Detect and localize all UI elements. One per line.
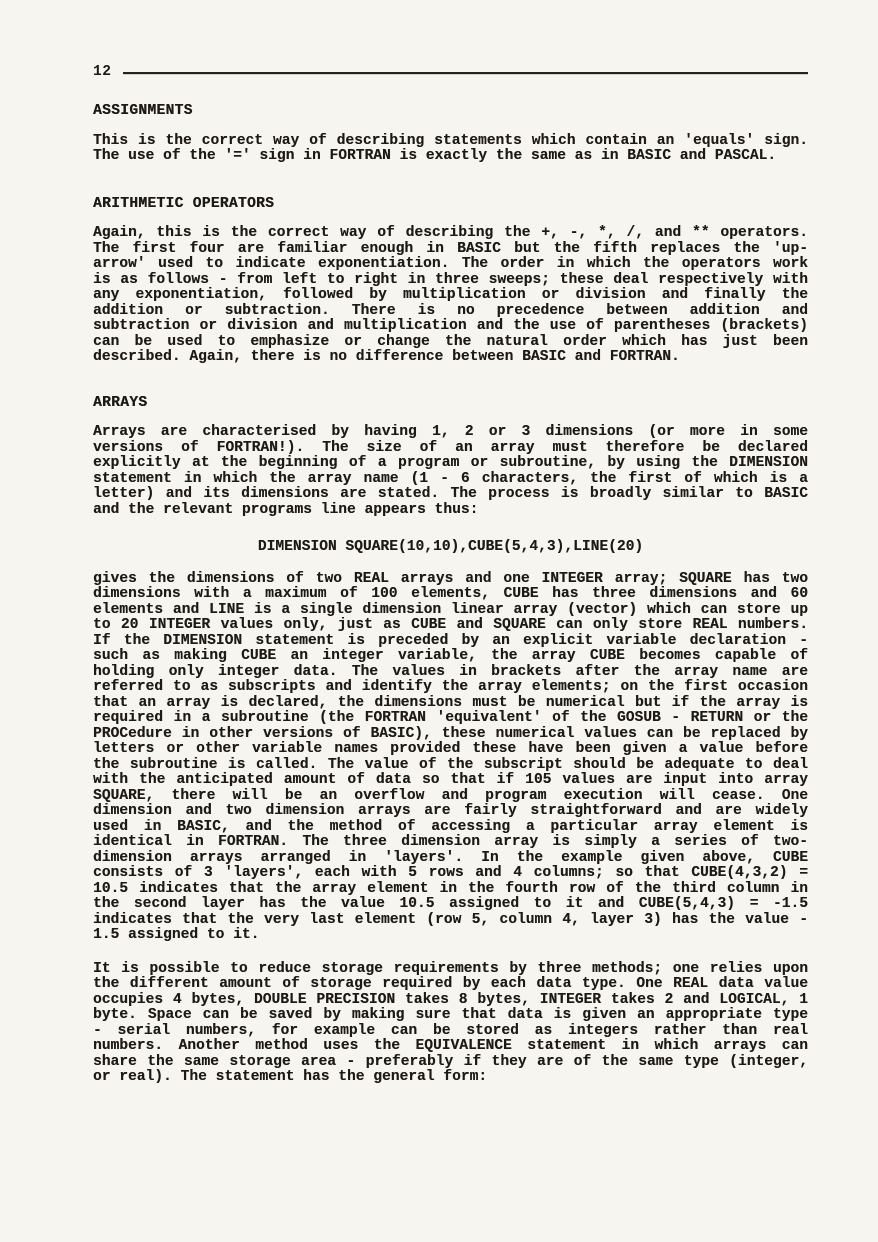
page-number: 12 (93, 64, 112, 80)
text-line: or real). The statement has the general form: (93, 1069, 488, 1085)
text-line: arrow' used to indicate exponentiation. The order in which the operators work (93, 256, 808, 272)
text-line: byte. Space can be saved by making sure that data is given an appropriate type (93, 1007, 808, 1023)
text-line: dimensions with a maximum of 100 elements, CUBE has three dimensions and 60 (93, 586, 808, 602)
text-line: with the anticipated amount of data so that if 105 values are input into array (93, 772, 808, 788)
text-line: If the DIMENSION statement is preceded by an explicit variable declaration - (93, 632, 808, 649)
text-line: dimension and two dimension arrays are fairly straightforward and are widely (93, 803, 808, 819)
text-line: occupies 4 bytes, DOUBLE PRECISION takes 8 bytes, INTEGER takes 2 and LOGICAL, 1 (93, 991, 808, 1008)
paragraph-arrays-body (93, 572, 808, 944)
text-line: This is the correct way of describing statements which contain an 'equals' sign. (93, 132, 808, 149)
paragraph-arithmetic-operators (93, 226, 808, 366)
text-line: elements and LINE is a single dimension linear array (vector) which can store up (93, 601, 808, 618)
header-rule (123, 72, 808, 74)
text-line: - serial numbers, for example can be stored as integers rather than real (93, 1022, 808, 1039)
text-line: numbers. Another method uses the EQUIVALENCE statement in which arrays can (93, 1038, 808, 1054)
text-line: PROCedure in other versions of BASIC), these numerical values can be replaced by (93, 725, 808, 742)
text-line: 1.5 assigned to it. (93, 927, 260, 943)
text-line: subtraction or division and multiplication and the use of parentheses (brackets) (93, 318, 808, 334)
text-line: required in a subroutine (the FORTRAN 'equivalent' of the GOSUB - RETURN or the (93, 710, 808, 726)
text-line: is as follows - from left to right in three sweeps; these deal respectively with (93, 271, 808, 288)
text-line: Again, this is the correct way of describing the +, -, *, /, and ** operators. (93, 225, 808, 241)
text-line: dimension arrays arranged in 'layers'. In the example given above, CUBE (93, 849, 808, 866)
text-line: used in BASIC, and the method of accessing a particular array element is (93, 818, 808, 835)
text-line: consists of 3 'layers', each with 5 rows and 4 columns; so that CUBE(4,3,2) = (93, 865, 808, 881)
text-line: that an array is declared, the dimensions must be numerical but if the array is (93, 694, 808, 711)
section-heading-arithmetic-operators: ARITHMETIC OPERATORS (93, 195, 275, 212)
text-column (93, 64, 808, 1086)
text-line: the subroutine is called. The value of the subscript should be adequate to deal (93, 756, 808, 773)
text-line: gives the dimensions of two REAL arrays and one INTEGER array; SQUARE has two (93, 570, 808, 587)
text-line: The first four are familiar enough in BASIC but the fifth replaces the 'up- (93, 240, 808, 257)
text-line: the second layer has the value 10.5 assigned to it and CUBE(5,4,3) = -1.5 (93, 896, 808, 912)
text-line: holding only integer data. The values in brackets after the array name are (93, 663, 808, 680)
text-line: letter) and its dimensions are stated. The process is broadly similar to BASIC (93, 486, 808, 502)
section-heading-arrays: ARRAYS (93, 394, 148, 411)
text-line: described. Again, there is no difference between BASIC and FORTRAN. (93, 349, 680, 365)
text-line: addition or subtraction. There is no precedence between addition and (93, 302, 808, 319)
text-line: identical in FORTRAN. The three dimension array is simply a series of two- (93, 834, 808, 850)
paragraph-assignments (93, 134, 808, 165)
paragraph-storage-methods (93, 962, 808, 1086)
text-line: can be used to emphasize or change the natural order which has just been (93, 333, 808, 350)
text-line: and the relevant programs line appears thus: (93, 501, 479, 518)
text-line: referred to as subscripts and identify the array elements; on the first occasion (93, 679, 808, 695)
text-line: Arrays are characterised by having 1, 2 or 3 dimensions (or more in some (93, 424, 808, 440)
text-line: The use of the '=' sign in FORTRAN is exactly the same as in BASIC and PASCAL. (93, 148, 777, 164)
text-line: statement in which the array name (1 - 6 characters, the first of which is a (93, 470, 808, 487)
text-line: share the same storage area - preferably if they are of the same type (integer, (93, 1053, 808, 1070)
text-line: such as making CUBE an integer variable, the array CUBE becomes capable of (93, 648, 808, 664)
text-line: 10.5 indicates that the array element in the fourth row of the third column in (93, 880, 808, 897)
text-line: explicitly at the beginning of a program or subroutine, by using the DIMENSION (93, 455, 808, 471)
text-line: to 20 INTEGER values only, just as CUBE and SQUARE can only store REAL numbers. (93, 617, 808, 633)
section-heading-assignments: ASSIGNMENTS (93, 103, 193, 119)
text-line: versions of FORTRAN!). The size of an array must therefore be declared (93, 439, 808, 456)
page-header (93, 64, 808, 80)
text-line: the different amount of storage required by each data type. One REAL data value (93, 976, 808, 992)
text-line: any exponentiation, followed by multiplication or division and finally the (93, 287, 808, 303)
text-line: SQUARE, there will be an overflow and program execution will cease. One (93, 787, 808, 804)
paragraph-arrays-intro (93, 425, 808, 518)
dimension-statement-example: DIMENSION SQUARE(10,10),CUBE(5,4,3),LINE(20) (257, 539, 644, 555)
text-line: It is possible to reduce storage requirements by three methods; one relies upon (93, 960, 808, 977)
text-line: indicates that the very last element (row 5, column 4, layer 3) has the value - (93, 911, 808, 928)
text-line: letters or other variable names provided these have been given a value before (93, 741, 808, 757)
